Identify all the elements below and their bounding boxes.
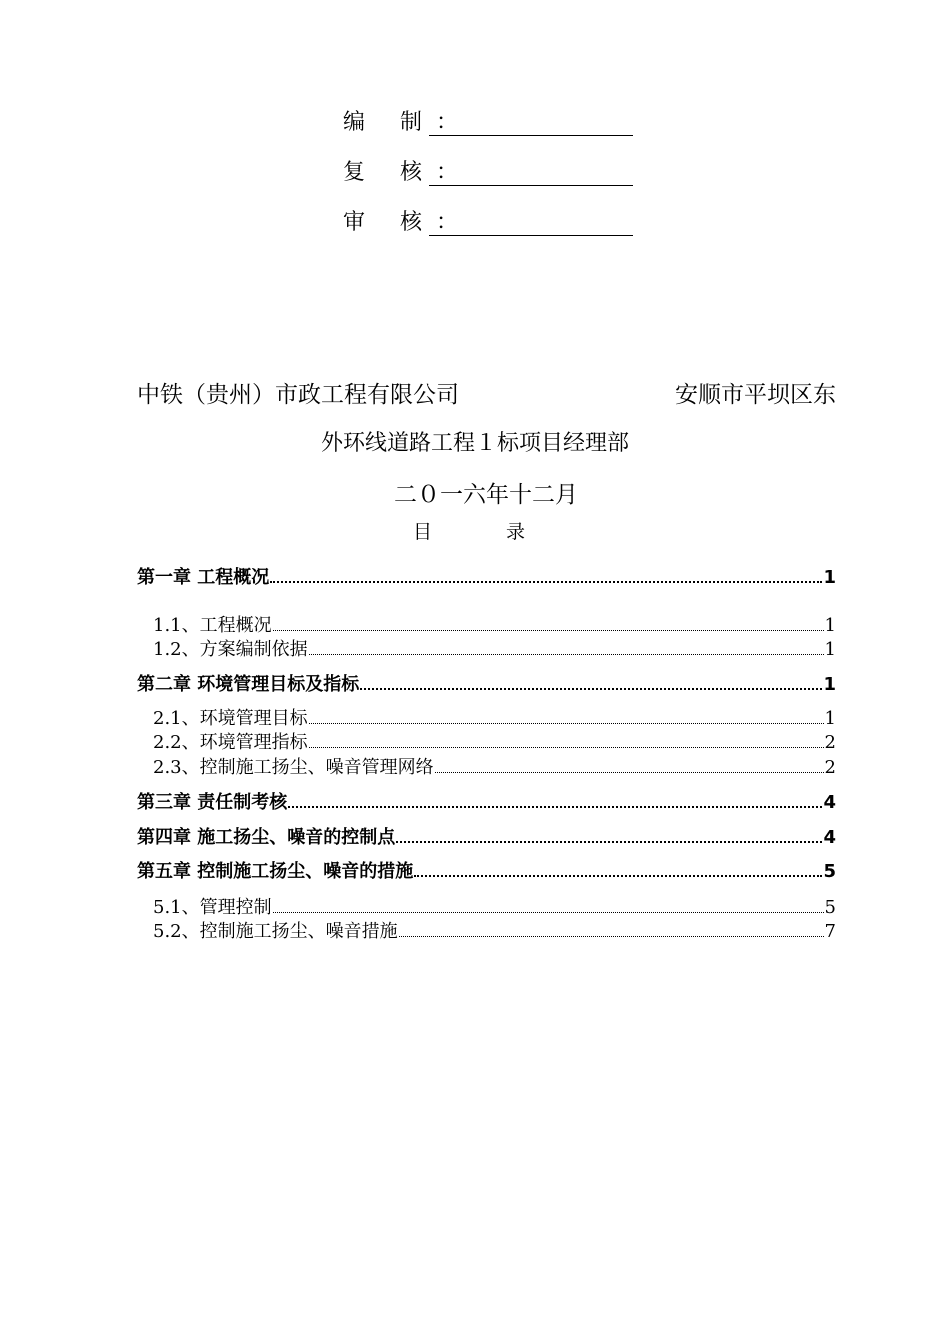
toc-entry-chapter-4[interactable] bbox=[137, 826, 836, 850]
toc-entry-section-5-1[interactable] bbox=[137, 896, 836, 920]
toc-entry-page: 1 bbox=[824, 639, 836, 660]
toc-leader-dots bbox=[396, 841, 822, 843]
toc-entry-section-1-2[interactable] bbox=[137, 638, 836, 662]
signoff-row-review bbox=[343, 156, 633, 186]
toc-entry-text: 第五章 控制施工扬尘、噪音的措施 bbox=[137, 861, 414, 882]
toc-leader-dots bbox=[399, 936, 824, 937]
toc-leader-dots bbox=[270, 581, 822, 583]
toc-entry-text: 第三章 责任制考核 bbox=[137, 792, 288, 813]
toc-entry-section-2-2[interactable] bbox=[137, 731, 836, 755]
toc-entry-page: 1 bbox=[823, 674, 836, 695]
org-project-location: 安顺市平坝区东 bbox=[675, 382, 836, 408]
toc-entry-page: 1 bbox=[824, 708, 836, 729]
toc-entry-text: 2.1、环境管理目标 bbox=[153, 708, 308, 729]
toc-entry-text: 5.1、管理控制 bbox=[153, 897, 272, 918]
signoff-line-review bbox=[429, 163, 633, 186]
org-project-department: 外环线道路工程１标项目经理部 bbox=[320, 431, 629, 456]
toc-leader-dots bbox=[309, 654, 824, 655]
toc-entry-text: 5.2、控制施工扬尘、噪音措施 bbox=[153, 921, 398, 942]
org-company-name: 中铁（贵州）市政工程有限公司 bbox=[137, 382, 459, 408]
toc-entry-text: 第二章 环境管理目标及指标 bbox=[137, 674, 360, 695]
signoff-line-compile bbox=[429, 113, 633, 136]
toc-entry-section-5-2[interactable] bbox=[137, 920, 836, 944]
toc-entry-chapter-3[interactable] bbox=[137, 791, 836, 815]
toc-entry-page: 2 bbox=[824, 732, 836, 753]
signoff-label-approve: 审 核： bbox=[343, 210, 472, 235]
toc-entry-page: 2 bbox=[824, 757, 836, 778]
toc-entry-section-2-3[interactable] bbox=[137, 756, 836, 780]
toc-leader-dots bbox=[273, 630, 824, 631]
toc-entry-text: 第四章 施工扬尘、噪音的控制点 bbox=[137, 827, 396, 848]
toc-leader-dots bbox=[309, 747, 824, 748]
signoff-row-approve bbox=[343, 206, 633, 236]
toc-entry-page: 5 bbox=[824, 897, 836, 918]
document-date: 二０一六年十二月 bbox=[394, 482, 578, 508]
toc-entry-page: 4 bbox=[823, 792, 836, 813]
toc-entry-section-2-1[interactable] bbox=[137, 707, 836, 731]
toc-entry-page: 5 bbox=[823, 861, 836, 882]
toc-title: 目 录 bbox=[412, 521, 560, 543]
toc-entry-text: 2.2、环境管理指标 bbox=[153, 732, 308, 753]
toc-entry-text: 2.3、控制施工扬尘、噪音管理网络 bbox=[153, 757, 434, 778]
toc-leader-dots bbox=[435, 772, 824, 773]
toc-leader-dots bbox=[309, 723, 824, 724]
toc-entry-page: 4 bbox=[823, 827, 836, 848]
toc-entry-chapter-1[interactable] bbox=[137, 566, 836, 590]
toc-leader-dots bbox=[288, 806, 822, 808]
toc-entry-text: 1.1、工程概况 bbox=[153, 615, 272, 636]
toc-entry-text: 1.2、方案编制依据 bbox=[153, 639, 308, 660]
toc-entry-page: 7 bbox=[824, 921, 836, 942]
toc-entry-section-1-1[interactable] bbox=[137, 614, 836, 638]
signoff-label-review: 复 核： bbox=[343, 160, 472, 185]
toc-leader-dots bbox=[273, 912, 824, 913]
toc-entry-chapter-5[interactable] bbox=[137, 860, 836, 884]
signoff-line-approve bbox=[429, 213, 633, 236]
toc-entry-page: 1 bbox=[823, 567, 836, 588]
toc-leader-dots bbox=[414, 875, 822, 877]
toc-entry-text: 第一章 工程概况 bbox=[137, 567, 270, 588]
signoff-row-compile bbox=[343, 106, 633, 136]
toc-leader-dots bbox=[360, 688, 822, 690]
toc-entry-chapter-2[interactable] bbox=[137, 673, 836, 697]
signoff-label-compile: 编 制： bbox=[343, 110, 472, 135]
toc-entry-page: 1 bbox=[824, 615, 836, 636]
